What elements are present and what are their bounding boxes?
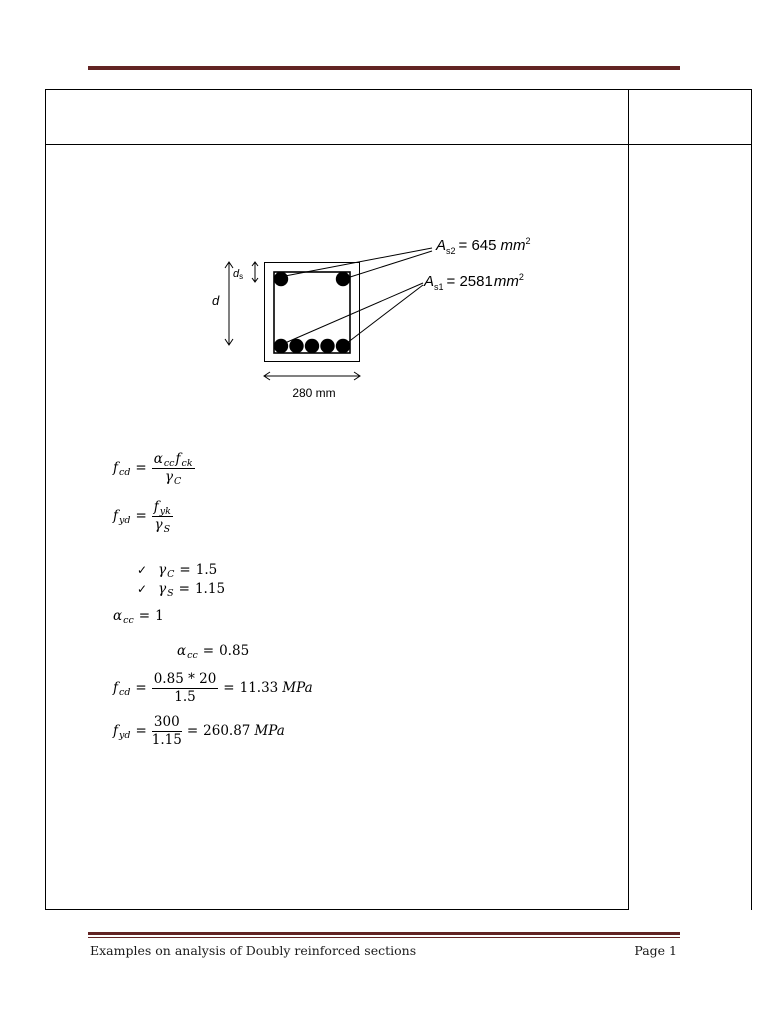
symbol-subscript: yd xyxy=(119,514,131,526)
equals-sign: = xyxy=(223,679,235,696)
as2-value: = 645 xyxy=(458,237,497,254)
gamma-s-symbol xyxy=(155,518,171,533)
footer-rule-thin xyxy=(88,937,680,938)
effective-depth-arrow xyxy=(225,262,233,345)
equals-sign: = xyxy=(138,607,151,624)
fyd-result: 260.87 xyxy=(203,722,251,739)
alpha-cc-symbol xyxy=(177,644,198,659)
as2-subscript: s2 xyxy=(446,246,456,256)
symbol-subscript: C xyxy=(167,568,175,580)
as1-leader-lines xyxy=(285,283,423,343)
fyk-symbol xyxy=(154,500,171,515)
symbol-base: f xyxy=(113,459,118,476)
symbol-subscript: cd xyxy=(119,686,131,698)
as1-superscript: 2 xyxy=(518,272,524,282)
equals-sign: = xyxy=(178,580,190,597)
fcd-symbol xyxy=(113,461,130,476)
symbol-subscript: cc xyxy=(163,457,175,469)
as2-symbol: A xyxy=(436,237,447,254)
symbol-base: f xyxy=(113,722,118,739)
width-dimension-arrow xyxy=(264,372,360,380)
fraction-denominator: 1.15 xyxy=(151,731,182,748)
alpha-cc-equation xyxy=(113,606,164,626)
fraction xyxy=(152,715,182,748)
equals-sign: = xyxy=(135,722,147,739)
gamma-s-bullet xyxy=(137,579,225,599)
as1-leader-line xyxy=(285,283,423,343)
equals-sign: = xyxy=(179,561,191,578)
fraction-numerator xyxy=(152,452,195,469)
fyd-symbol xyxy=(113,724,130,739)
footer-title: Examples on analysis of Doubly reinforced sections xyxy=(90,943,417,958)
fcd-unit: MPa xyxy=(282,679,313,696)
page-number: Page 1 xyxy=(634,943,677,958)
alpha-cc-symbol xyxy=(154,452,175,467)
footer-rule-thick xyxy=(88,932,680,935)
fcd-result: 11.33 xyxy=(239,679,279,696)
bottom-reinforcement-bars xyxy=(274,339,350,353)
top-reinforcement-bars xyxy=(274,272,350,286)
table-body-right-cell xyxy=(628,144,752,910)
fraction-denominator: 1.5 xyxy=(174,688,196,705)
section-width-label: 280 mm xyxy=(292,386,336,400)
ds-subscript: s xyxy=(239,272,244,281)
top-rebar xyxy=(336,272,350,286)
fraction xyxy=(152,500,173,533)
fraction-numerator: 300 xyxy=(152,715,182,732)
gamma-c-value: 1.5 xyxy=(195,561,218,578)
symbol-subscript: ck xyxy=(181,457,193,469)
fyd-definition-equation xyxy=(113,498,173,534)
as1-leader-line xyxy=(347,285,423,343)
gamma-s-value: 1.15 xyxy=(194,580,226,597)
top-rebar xyxy=(274,272,288,286)
as2-unit: mm xyxy=(500,237,526,254)
as1-symbol: A xyxy=(424,273,435,290)
symbol-subscript: C xyxy=(174,475,182,487)
symbol-base: f xyxy=(113,679,118,696)
equals-sign: = xyxy=(135,507,147,524)
bottom-rebar xyxy=(305,339,319,353)
equals-sign: = xyxy=(135,459,147,476)
as2-superscript: 2 xyxy=(525,236,531,246)
fraction-denominator xyxy=(152,517,173,533)
symbol-subscript: yk xyxy=(159,505,171,517)
symbol-base: α xyxy=(113,607,123,624)
symbol-base: γ xyxy=(158,580,167,597)
gamma-c-symbol xyxy=(158,563,174,578)
fcd-definition-equation xyxy=(113,450,195,486)
cover-depth-label xyxy=(233,268,243,281)
symbol-base: α xyxy=(177,642,187,659)
header-rule xyxy=(88,66,680,70)
symbol-base: f xyxy=(175,450,181,467)
checkmark-icon: ✓ xyxy=(137,581,148,596)
fcd-symbol xyxy=(113,681,130,696)
symbol-subscript: S xyxy=(167,587,174,599)
symbol-base: γ xyxy=(164,468,174,485)
alpha-cc-equation xyxy=(177,641,249,661)
symbol-subscript: cc xyxy=(123,614,134,626)
as1-value: = 2581 xyxy=(446,273,493,290)
fraction-numerator: 0.85 * 20 xyxy=(153,670,217,687)
bottom-rebar xyxy=(274,339,288,353)
fcd-calculation xyxy=(113,670,313,706)
fraction-denominator xyxy=(152,469,195,485)
effective-depth-label: d xyxy=(212,293,220,308)
bottom-rebar xyxy=(336,339,350,353)
fyd-unit: MPa xyxy=(254,722,285,739)
as1-label xyxy=(423,272,524,292)
symbol-base: f xyxy=(153,498,159,515)
table-header-right-cell xyxy=(628,89,752,145)
fraction-numerator xyxy=(152,500,173,517)
alpha-cc-symbol xyxy=(113,609,134,624)
symbol-subscript: cd xyxy=(119,466,131,478)
symbol-base: α xyxy=(153,450,163,467)
as1-subscript: s1 xyxy=(434,282,444,292)
fyd-calculation xyxy=(113,713,285,749)
symbol-subscript: S xyxy=(163,523,171,535)
gamma-c-symbol xyxy=(165,470,181,485)
equals-sign: = xyxy=(186,722,199,739)
symbol-subscript: cc xyxy=(187,649,198,661)
fraction xyxy=(152,672,219,705)
alpha-cc-value: 0.85 xyxy=(219,642,250,659)
cover-depth-arrow xyxy=(252,262,258,282)
symbol-base: f xyxy=(113,507,118,524)
fraction xyxy=(152,452,195,485)
bottom-rebar xyxy=(320,339,334,353)
as1-unit: mm xyxy=(493,273,519,290)
bottom-rebar xyxy=(289,339,303,353)
equals-sign: = xyxy=(202,642,215,659)
symbol-subscript: yd xyxy=(119,729,131,741)
alpha-cc-value: 1 xyxy=(155,607,164,624)
gamma-c-bullet xyxy=(137,560,217,580)
symbol-base: γ xyxy=(158,561,167,578)
equals-sign: = xyxy=(135,679,147,696)
fyd-symbol xyxy=(113,509,130,524)
as2-label xyxy=(435,236,531,256)
gamma-s-symbol xyxy=(158,582,174,597)
table-header-left-cell xyxy=(45,89,629,145)
fck-symbol xyxy=(176,452,193,467)
beam-cross-section-figure xyxy=(200,225,540,405)
symbol-base: γ xyxy=(154,516,163,533)
ds-symbol: d xyxy=(233,268,240,280)
checkmark-icon: ✓ xyxy=(137,562,148,577)
